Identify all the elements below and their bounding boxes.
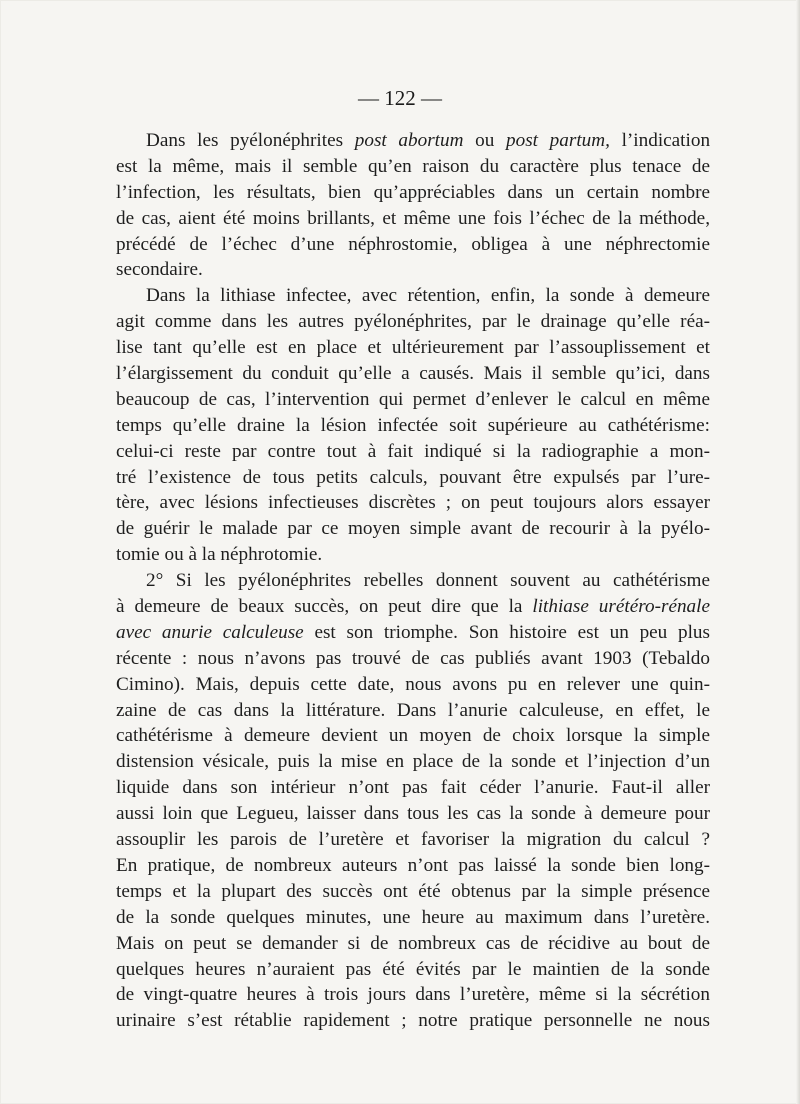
text-line xyxy=(116,931,710,957)
text-line xyxy=(116,465,710,491)
text-segment: beaucoup de cas, l’intervention qui permet d’enlever le calcul en même xyxy=(116,388,710,410)
text-segment: liquide dans son intérieur n’ont pas fait céder l’anurie. Faut-il aller xyxy=(116,777,710,799)
text-line xyxy=(116,206,710,232)
text-segment: lise tant qu’elle est en place et ultérieurement par l’assouplissement et xyxy=(116,337,710,359)
text-segment: secondaire. xyxy=(116,259,203,281)
text-segment: celui-ci reste par contre tout à fait indiqué si la radiographie a mon- xyxy=(116,440,710,462)
text-segment: tère, avec lésions infectieuses discrètes ; on peut toujours alors essayer xyxy=(116,492,710,514)
text-segment: ou xyxy=(463,130,506,151)
text-line xyxy=(116,749,710,775)
text-segment: de guérir le malade par ce moyen simple avant de recourir à la pyélo- xyxy=(116,518,710,540)
italic-text: avec anurie calculeuse xyxy=(116,621,304,643)
text-segment: récente : nous n’avons pas trouvé de cas publiés avant 1903 (Tebaldo xyxy=(116,647,710,669)
text-segment: Dans la lithiase infectee, avec rétention, enfin, la sonde à demeure xyxy=(146,285,710,307)
text-segment: de cas, aient été moins brillants, et même une fois l’échec de la méthode, xyxy=(116,207,710,229)
italic-text: post partum, xyxy=(506,130,610,151)
text-segment: temps et la plupart des succès ont été obtenus par la simple présence xyxy=(116,880,710,902)
text-segment: agit comme dans les autres pyélonéphrites, par le drainage qu’elle réa- xyxy=(116,311,710,333)
text-segment: assouplir les parois de l’uretère et favoriser la migration du calcul ? xyxy=(116,829,710,851)
text-segment: Mais on peut se demander si de nombreux cas de récidive au bout de xyxy=(116,932,710,954)
text-segment: distension vésicale, puis la mise en place de la sonde et l’injection d’un xyxy=(116,751,710,773)
text-segment: est la même, mais il semble qu’en raison du caractère plus tenace de xyxy=(116,155,710,177)
text-segment: de vingt-quatre heures à trois jours dans l’uretère, même si la sécrétion xyxy=(116,984,710,1006)
text-line xyxy=(116,723,710,749)
text-line xyxy=(116,620,710,646)
text-line xyxy=(116,361,710,387)
text-line xyxy=(116,594,710,620)
text-segment: 2° Si les pyélonéphrites rebelles donnent souvent au cathétérisme xyxy=(146,570,710,592)
text-line xyxy=(116,698,710,724)
text-line xyxy=(116,853,710,879)
text-segment: Cimino). Mais, depuis cette date, nous avons pu en relever une quin- xyxy=(116,673,710,695)
text-line xyxy=(116,439,710,465)
text-line xyxy=(116,775,710,801)
text-segment: à demeure de beaux succès, on peut dire que la xyxy=(116,596,533,618)
text-segment: l’élargissement du conduit qu’elle a causés. Mais il semble qu’ici, dans xyxy=(116,363,710,385)
text-line xyxy=(116,672,710,698)
text-line xyxy=(116,1008,710,1034)
text-line xyxy=(116,309,710,335)
text-line xyxy=(116,335,710,361)
text-segment: cathétérisme à demeure devient un moyen de choix lorsque la simple xyxy=(116,725,710,747)
text-line xyxy=(116,827,710,853)
text-line xyxy=(116,490,710,516)
text-segment: zaine de cas dans la littérature. Dans l’anurie calculeuse, en effet, le xyxy=(116,699,710,721)
text-line xyxy=(116,154,710,180)
text-line xyxy=(116,283,710,309)
text-segment: tomie ou à la néphrotomie. xyxy=(116,544,323,566)
text-segment: précédé de l’échec d’une néphrostomie, obligea à une néphrectomie xyxy=(116,233,710,255)
text-line xyxy=(116,801,710,827)
text-line xyxy=(116,905,710,931)
text-segment: urinaire s’est rétablie rapidement ; notre pratique personnelle ne nous xyxy=(116,1010,710,1032)
text-line xyxy=(116,646,710,672)
text-segment: de la sonde quelques minutes, une heure au maximum dans l’uretère. xyxy=(116,906,710,928)
text-segment: l’indication xyxy=(609,130,710,151)
text-line xyxy=(116,257,710,283)
text-segment: l’infection, les résultats, bien qu’appréciables dans un certain nombre xyxy=(116,181,710,203)
italic-text: lithiase urétéro-rénale xyxy=(532,596,710,618)
text-segment: Dans les pyélonéphrites xyxy=(146,130,355,151)
text-segment: quelques heures n’auraient pas été évités par le maintien de la sonde xyxy=(116,958,710,980)
text-line xyxy=(116,232,710,258)
text-segment: temps qu’elle draine la lésion infectée soit supérieure au cathétérisme: xyxy=(116,414,710,436)
text-line xyxy=(116,180,710,206)
page-edge-shadow xyxy=(796,0,800,1104)
text-line xyxy=(116,879,710,905)
text-segment: tré l’existence de tous petits calculs, pouvant être expulsés par l’ure- xyxy=(116,466,710,488)
text-line xyxy=(116,542,710,568)
text-segment: aussi loin que Legueu, laisser dans tous les cas la sonde à demeure pour xyxy=(116,803,710,825)
text-line xyxy=(116,413,710,439)
text-line xyxy=(116,516,710,542)
text-line xyxy=(116,128,710,154)
body-text xyxy=(116,128,710,1034)
italic-text: post abortum xyxy=(354,130,464,151)
text-segment: est son triomphe. Son histoire est un peu plus xyxy=(303,621,710,643)
text-line xyxy=(116,568,710,594)
page-number: — 122 — xyxy=(358,86,442,110)
text-line xyxy=(116,957,710,983)
text-line xyxy=(116,387,710,413)
text-line xyxy=(116,982,710,1008)
text-segment: En pratique, de nombreux auteurs n’ont pas laissé la sonde bien long- xyxy=(116,854,710,876)
